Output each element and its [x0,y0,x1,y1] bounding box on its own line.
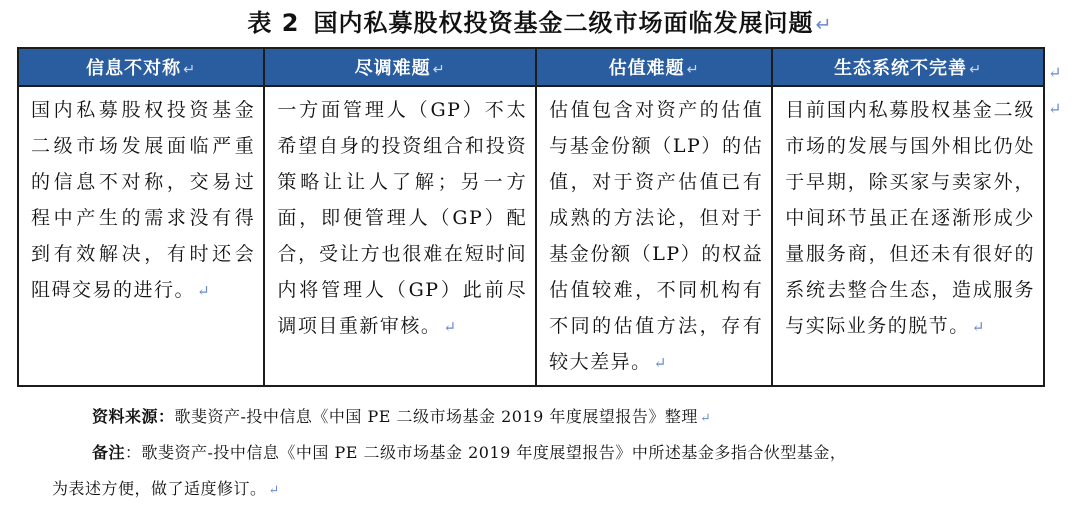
return-mark-icon: ↵ [686,62,700,78]
return-mark-icon: ↵ [197,282,212,300]
return-mark-icon: ↵ [1048,63,1062,82]
return-mark-icon: ↵ [969,62,983,78]
source-text: 歌斐资产-投中信息《中国 PE 二级市场基金 2019 年度展望报告》整理 [174,407,698,426]
table-number: 表 2 [247,9,300,37]
cell-due-diligence: 一方面管理人（GP）不太希望自身的投资组合和投资策略让让人了解；另一方面，即便管理人（GP）配合，受让方也很难在短时间内将管理人（GP）此前尽调项目重新审核。 ↵ [264,86,536,386]
return-mark-icon: ↵ [183,62,197,78]
source-note [92,405,711,431]
table-row [18,86,1044,386]
return-mark-icon: ↵ [971,318,986,336]
return-mark-icon: ↵ [432,62,446,78]
header-info-asymmetry: 信息不对称 ↵ [18,48,264,86]
header-row [18,48,1044,86]
remark-text: ：歌斐资产-投中信息《中国 PE 二级市场基金 2019 年度展望报告》中所述基金多指合伙型基金， [125,443,847,462]
remark-note [92,441,846,465]
return-mark-icon: ↵ [443,318,458,336]
source-label: 资料来源： [92,407,175,426]
header-valuation: 估值难题 ↵ [536,48,772,86]
remark-note-continued [52,477,280,503]
remark-text-continued: 为表述方便，做了适度修订。 [52,479,267,498]
cell-ecosystem: 目前国内私募股权基金二级市场的发展与国外相比仍处于早期，除买家与卖家外，中间环节虽正在逐渐形成少量服务商，但还未有很好的系统去整合生态，造成服务与实际业务的脱节。 ↵ [772,86,1044,386]
remark-label: 备注 [92,443,126,462]
return-mark-icon: ↵ [699,411,712,426]
cell-valuation: 估值包含对资产的估值与基金份额（LP）的估值，对于资产估值已有成熟的方法论，但对于基金份额（LP）的权益估值较难，不同机构有不同的估值方法，存有较大差异。 ↵ [536,86,772,386]
table-title-text: 国内私募股权投资基金二级市场面临发展问题 [313,9,814,37]
cell-info-asymmetry: 国内私募股权投资基金二级市场发展面临严重的信息不对称，交易过程中产生的需求没有得到有效解决，有时还会阻碍交易的进行。 ↵ [18,86,264,386]
return-mark-icon: ↵ [1048,99,1062,118]
table-title [0,6,1080,42]
return-mark-icon: ↵ [268,483,280,498]
return-mark-icon: ↵ [653,354,668,372]
row-end-marks [1048,55,1072,127]
header-ecosystem: 生态系统不完善 ↵ [772,48,1044,86]
issues-table [17,47,1045,387]
header-due-diligence: 尽调难题 ↵ [264,48,536,86]
return-mark-icon: ↵ [815,13,833,36]
